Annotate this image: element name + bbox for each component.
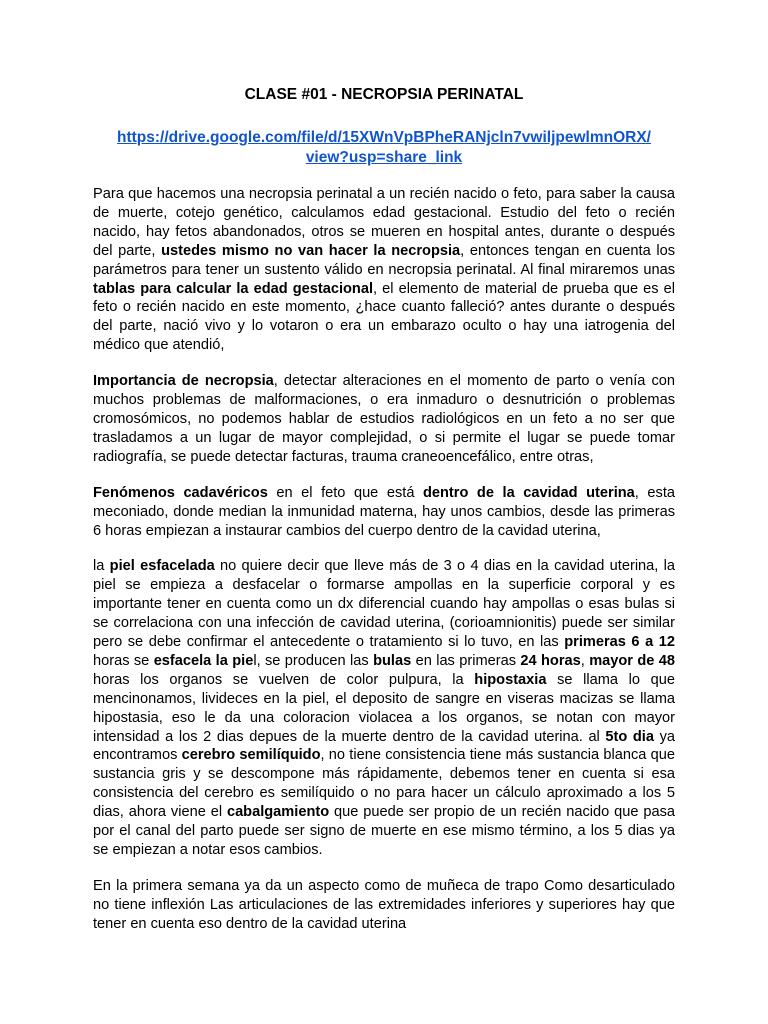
drive-link-line-2: view?usp=share_link — [305, 149, 463, 166]
bold-text: bulas — [373, 652, 412, 669]
drive-link-block — [93, 128, 675, 168]
body-text: en las primeras — [411, 652, 521, 669]
bold-text: cabalgamiento — [226, 804, 330, 821]
body-text: En la primera semana ya da un aspecto como de muñeca de trapo Como desarticulado no tiene inflexión Las articulaciones de las extremidades inferiores y superiores hay que tener en cuenta eso dentro de la cavidad uterina — [93, 877, 675, 932]
body-text: se llama lo que mencinonamos, livideces en la piel, el deposito de sangre en viseras macizas se llama hipostasia, eso le da una coloracion violacea a los organos, se notan con mayor intensidad a los 2 dias depues de la muerte dentro de la cavidad uterina. al — [93, 671, 675, 745]
bold-text: Fenómenos cadavéricos — [93, 484, 268, 501]
body-text: la — [93, 558, 110, 575]
paragraph-3 — [93, 484, 675, 541]
bold-text: esfacela la pie — [153, 652, 254, 669]
document-body — [93, 185, 675, 934]
drive-link[interactable] — [117, 129, 651, 166]
paragraph-2 — [93, 372, 675, 467]
body-text: , — [580, 652, 590, 669]
body-text: , no tiene consistencia tiene más sustancia blanca que sustancia gris y se descompone más rápidamente, debemos tener en cuenta si esa consistencia del cerebro es semilíquido o no para hacer un cálculo aproximado a los 5 dias, ahora viene el — [93, 747, 675, 821]
paragraph-5 — [93, 877, 675, 934]
bold-text: 5to dia — [605, 728, 654, 745]
bold-text: ustedes mismo no van hacer la necropsia — [161, 242, 461, 259]
body-text: horas los organos se vuelven de color pulpura, la — [93, 671, 475, 688]
body-text: , detectar alteraciones en el momento de parto o venía con muchos problemas de malformaciones, o era inmaduro o desnutrición o problemas cromosómicos, no podemos hablar de estudios radiológicos en un feto a no ser que trasladamos a un lugar de mayor complejidad, o si permite el lugar se puede tomar radiografía, se puede detectar facturas, trauma craneoencefálico, entre otras, — [93, 373, 675, 465]
body-text: horas se — [93, 652, 154, 669]
body-text: en el feto que está — [267, 484, 423, 501]
body-text: que puede ser propio de un recién nacido que pasa por el canal del parto puede ser signo de muerte en ese mismo término, a los 5 dias ya se empiezan a notar esos cambios. — [93, 804, 675, 858]
paragraph-4 — [93, 557, 675, 860]
bold-text: 24 horas — [520, 652, 581, 669]
bold-text: piel esfacelada — [109, 558, 215, 575]
bold-text: dentro de la cavidad uterina — [422, 484, 635, 501]
bold-text: Importancia de necropsia — [93, 373, 274, 390]
bold-text: cerebro semilíquido — [181, 747, 321, 764]
body-text: , esta meconiado, donde median la inmunidad materna, hay unos cambios, desde las primeras 6 horas empiezan a instaurar cambios del cuerpo dentro de la cavidad uterina, — [93, 484, 675, 539]
bold-text: tablas para calcular la edad gestacional — [93, 280, 374, 297]
document-title: CLASE #01 - NECROPSIA PERINATAL — [244, 86, 524, 103]
body-text: , el elemento de material de prueba que es el feto o recién nacido en este momento, ¿hace cuanto falleció? antes durante o después del parte, nació vivo y lo votaron o era un embarazo oculto o hay una iatrogenia del médico que atendió, — [93, 280, 675, 354]
bold-text: hipostaxia — [474, 671, 547, 688]
body-text: ya encontramos — [93, 728, 675, 764]
bold-text: mayor de 48 — [589, 652, 676, 669]
body-text: l, se producen las — [253, 652, 374, 669]
bold-text: primeras 6 a 12 — [564, 634, 675, 651]
body-text: Para que hacemos una necropsia perinatal a un recién nacido o feto, para saber la causa de muerte, cotejo genético, calculamos edad gestacional. Estudio del feto o recién nacido, hay fetos abandonados, otros se mueren en hospital antes, durante o después del parte, — [93, 186, 675, 259]
body-text: no quiere decir que lleve más de 3 o 4 dias en la cavidad uterina, la piel se empieza a desfacelar o formarse ampollas en la superficie corporal y es importante tener en cuenta como un dx diferencial cuando hay ampollas o esas bulas si se correlaciona con una infección de cavidad uterina, (corioamnionitis) puede ser similar pero se debe confirmar el antecedente o tratamiento si lo tuvo, en las — [93, 558, 675, 651]
paragraph-1 — [93, 185, 675, 355]
body-text: , entonces tengan en cuenta los parámetros para tener un sustento válido en necropsia perinatal. Al final miraremos unas — [93, 242, 675, 278]
drive-link-line-1: https://drive.google.com/file/d/15XWnVpBPheRANjcln7vwiljpewlmnORX/ — [117, 129, 651, 146]
